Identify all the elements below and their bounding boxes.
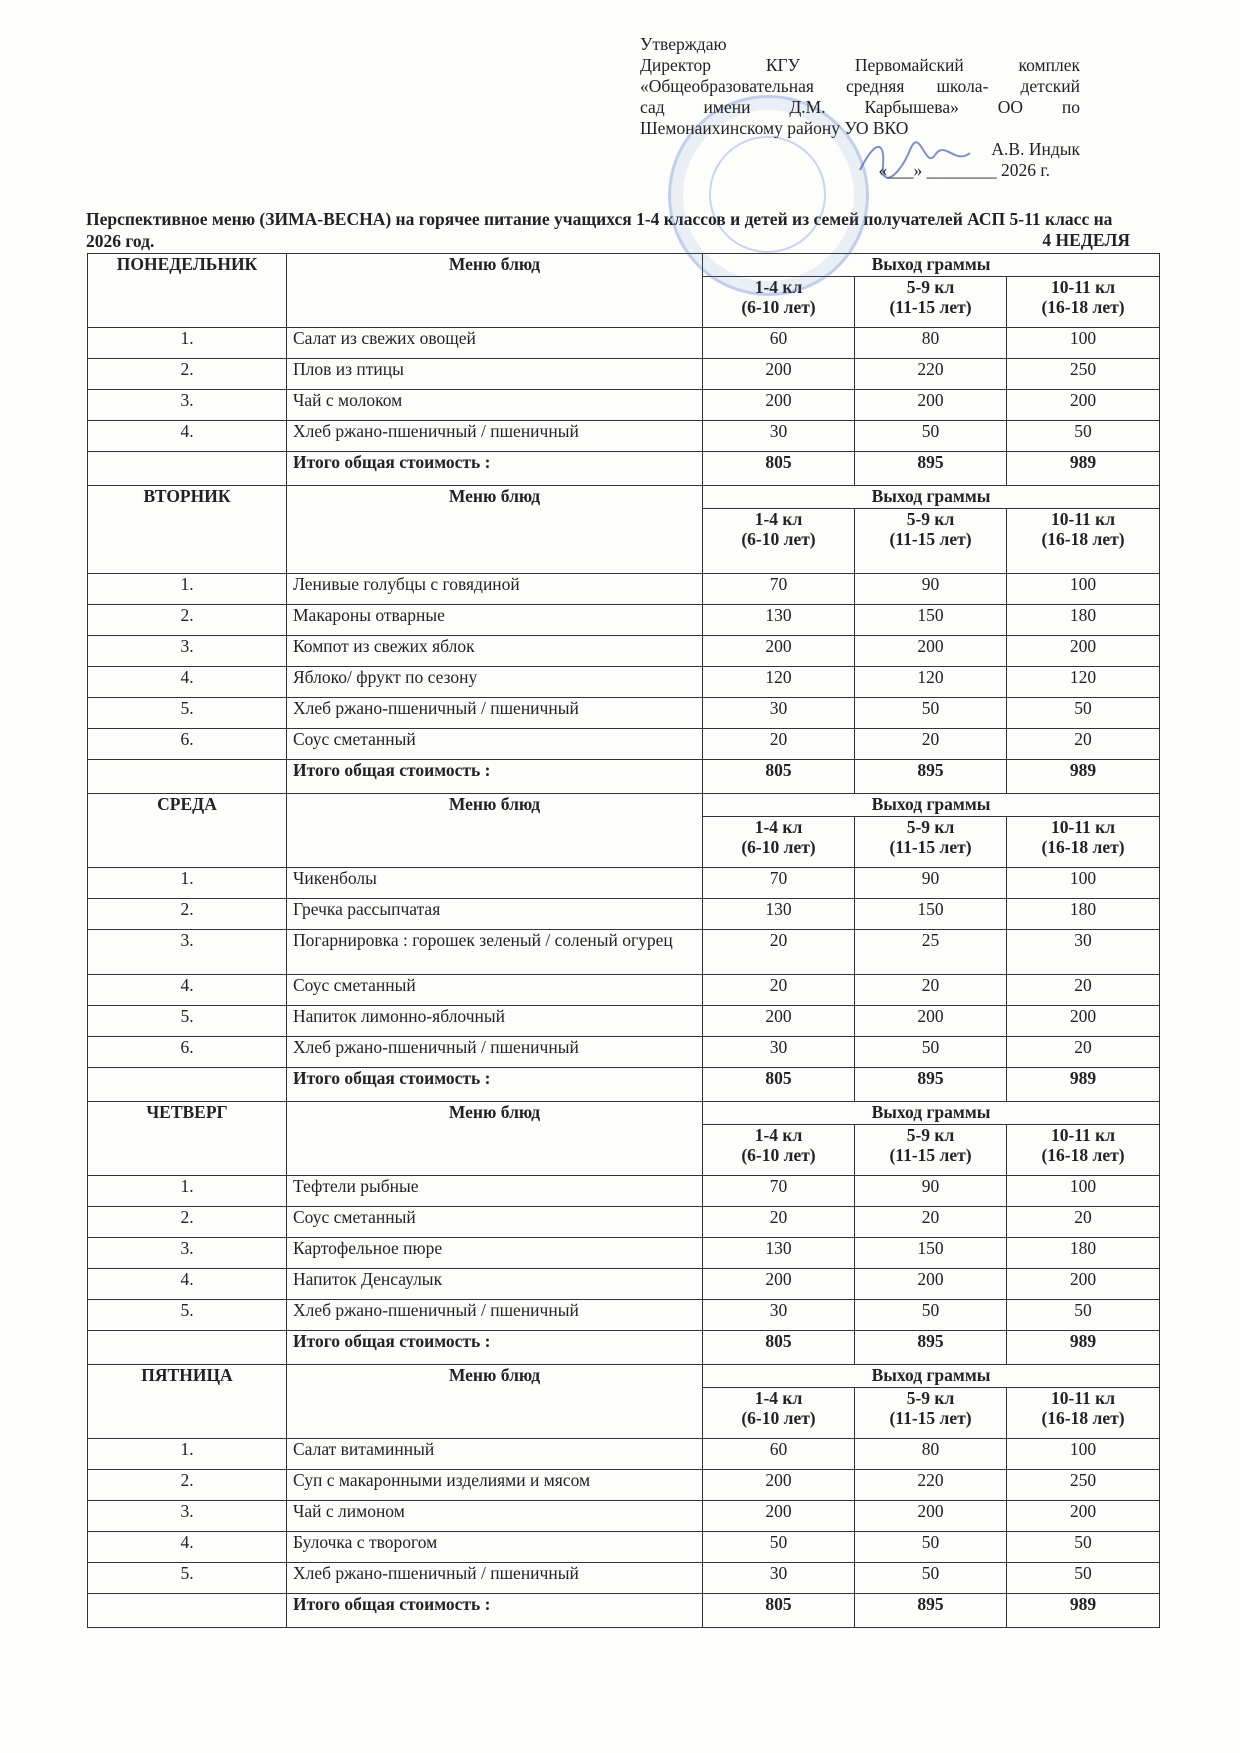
grams-1-4: 20 (703, 729, 855, 760)
dish-name: Гречка рассыпчатая (287, 899, 703, 930)
dish-name: Плов из птицы (287, 359, 703, 390)
total-blank (88, 1594, 287, 1628)
grams-10-11: 200 (1007, 1269, 1160, 1300)
grade-label: 1-4 кл (754, 1388, 803, 1408)
dish-name: Хлеб ржано-пшеничный / пшеничный (287, 1300, 703, 1331)
menu-row (88, 359, 1160, 390)
item-number: 1. (88, 1439, 287, 1470)
total-label: Итого общая стоимость : (287, 452, 703, 486)
grade-header (1007, 817, 1160, 868)
total-blank (88, 1331, 287, 1365)
menu-column-header: Меню блюд (287, 254, 703, 328)
approval-line: Утверждаю (640, 34, 727, 54)
total-5-9: 895 (855, 1331, 1007, 1365)
dish-name: Хлеб ржано-пшеничный / пшеничный (287, 1037, 703, 1068)
grams-10-11: 50 (1007, 1532, 1160, 1563)
approval-signer: А.В. Индык (991, 139, 1080, 159)
dish-name: Булочка с творогом (287, 1532, 703, 1563)
grams-1-4: 200 (703, 636, 855, 667)
menu-column-header: Меню блюд (287, 794, 703, 868)
grams-5-9: 50 (855, 1300, 1007, 1331)
item-number: 4. (88, 421, 287, 452)
grade-label: 5-9 кл (906, 509, 955, 529)
grams-5-9: 20 (855, 729, 1007, 760)
day-name: ПЯТНИЦА (88, 1365, 287, 1439)
item-number: 6. (88, 1037, 287, 1068)
grams-5-9: 50 (855, 421, 1007, 452)
grams-10-11: 50 (1007, 421, 1160, 452)
total-row (88, 1594, 1160, 1628)
grams-1-4: 20 (703, 930, 855, 975)
grams-10-11: 100 (1007, 574, 1160, 605)
grade-age: (16-18 лет) (1041, 1408, 1125, 1428)
total-row (88, 452, 1160, 486)
dish-name: Хлеб ржано-пшеничный / пшеничный (287, 421, 703, 452)
grams-1-4: 200 (703, 390, 855, 421)
approval-line: Директор КГУ Первомайский комплек (640, 55, 1080, 75)
menu-row (88, 421, 1160, 452)
item-number: 1. (88, 1176, 287, 1207)
item-number: 5. (88, 698, 287, 729)
total-row (88, 760, 1160, 794)
dish-name: Ленивые голубцы с говядиной (287, 574, 703, 605)
grade-header (703, 817, 855, 868)
grams-10-11: 50 (1007, 698, 1160, 729)
grade-age: (6-10 лет) (741, 1408, 816, 1428)
item-number: 4. (88, 1269, 287, 1300)
total-5-9: 895 (855, 1594, 1007, 1628)
item-number: 2. (88, 899, 287, 930)
menu-row (88, 1238, 1160, 1269)
menu-row (88, 574, 1160, 605)
grade-age: (11-15 лет) (889, 1145, 972, 1165)
grams-1-4: 200 (703, 359, 855, 390)
grams-10-11: 250 (1007, 359, 1160, 390)
menu-row (88, 975, 1160, 1006)
dish-name: Соус сметанный (287, 975, 703, 1006)
total-blank (88, 452, 287, 486)
grams-10-11: 180 (1007, 1238, 1160, 1269)
grams-5-9: 50 (855, 1532, 1007, 1563)
total-label: Итого общая стоимость : (287, 1331, 703, 1365)
menu-row (88, 1501, 1160, 1532)
approval-line: Шемонаихинскому району УО ВКО (640, 118, 909, 138)
grams-10-11: 200 (1007, 1006, 1160, 1037)
grams-5-9: 200 (855, 1269, 1007, 1300)
grade-label: 10-11 кл (1050, 509, 1116, 529)
menu-table (87, 253, 1160, 1628)
item-number: 1. (88, 574, 287, 605)
total-10-11: 989 (1007, 1331, 1160, 1365)
grade-label: 5-9 кл (906, 1125, 955, 1145)
output-column-header: Выход граммы (703, 794, 1160, 817)
total-1-4: 805 (703, 452, 855, 486)
grams-5-9: 200 (855, 1006, 1007, 1037)
grams-1-4: 60 (703, 328, 855, 359)
grams-1-4: 50 (703, 1532, 855, 1563)
grams-5-9: 120 (855, 667, 1007, 698)
item-number: 1. (88, 868, 287, 899)
dish-name: Напиток Денсаулык (287, 1269, 703, 1300)
grams-5-9: 150 (855, 605, 1007, 636)
menu-row (88, 1006, 1160, 1037)
dish-name: Чай с лимоном (287, 1501, 703, 1532)
grade-age: (11-15 лет) (889, 837, 972, 857)
menu-row (88, 1532, 1160, 1563)
grams-10-11: 30 (1007, 930, 1160, 975)
approval-line: «Общеобразовательная средняя школа- детский (640, 76, 1080, 96)
grade-age: (6-10 лет) (741, 1145, 816, 1165)
grade-age: (16-18 лет) (1041, 529, 1125, 549)
grade-age: (11-15 лет) (889, 297, 972, 317)
dish-name: Чикенболы (287, 868, 703, 899)
grams-5-9: 50 (855, 1563, 1007, 1594)
item-number: 4. (88, 1532, 287, 1563)
item-number: 1. (88, 328, 287, 359)
grams-1-4: 70 (703, 1176, 855, 1207)
item-number: 2. (88, 1470, 287, 1501)
grade-header (855, 509, 1007, 574)
grams-1-4: 30 (703, 421, 855, 452)
grade-label: 1-4 кл (754, 817, 803, 837)
menu-row (88, 1439, 1160, 1470)
total-blank (88, 760, 287, 794)
grams-5-9: 90 (855, 868, 1007, 899)
item-number: 2. (88, 359, 287, 390)
item-number: 3. (88, 390, 287, 421)
grams-5-9: 20 (855, 1207, 1007, 1238)
grams-5-9: 80 (855, 328, 1007, 359)
grams-10-11: 50 (1007, 1563, 1160, 1594)
grams-1-4: 30 (703, 1037, 855, 1068)
grade-label: 5-9 кл (906, 1388, 955, 1408)
item-number: 4. (88, 975, 287, 1006)
signature-mark (855, 135, 975, 185)
grams-10-11: 200 (1007, 636, 1160, 667)
grade-label: 10-11 кл (1050, 1125, 1116, 1145)
total-10-11: 989 (1007, 1594, 1160, 1628)
item-number: 5. (88, 1563, 287, 1594)
menu-row (88, 729, 1160, 760)
grams-1-4: 200 (703, 1470, 855, 1501)
grade-label: 5-9 кл (906, 277, 955, 297)
grams-1-4: 30 (703, 698, 855, 729)
grams-10-11: 20 (1007, 1037, 1160, 1068)
total-label: Итого общая стоимость : (287, 1068, 703, 1102)
grade-age: (16-18 лет) (1041, 1145, 1125, 1165)
grade-header (703, 1125, 855, 1176)
grade-header (1007, 509, 1160, 574)
dish-name: Салат витаминный (287, 1439, 703, 1470)
dish-name: Чай с молоком (287, 390, 703, 421)
grade-age: (11-15 лет) (889, 529, 972, 549)
output-column-header: Выход граммы (703, 486, 1160, 509)
grade-header (703, 509, 855, 574)
grade-label: 5-9 кл (906, 817, 955, 837)
menu-row (88, 698, 1160, 729)
day-header-row (88, 1102, 1160, 1125)
total-row (88, 1331, 1160, 1365)
menu-row (88, 868, 1160, 899)
grams-1-4: 20 (703, 1207, 855, 1238)
total-5-9: 895 (855, 452, 1007, 486)
approval-line: сад имени Д.М. Карбышева» ОО по (640, 97, 1080, 117)
grams-5-9: 25 (855, 930, 1007, 975)
total-blank (88, 1068, 287, 1102)
grams-10-11: 20 (1007, 729, 1160, 760)
item-number: 2. (88, 605, 287, 636)
grade-label: 1-4 кл (754, 509, 803, 529)
grade-label: 1-4 кл (754, 1125, 803, 1145)
grade-label: 1-4 кл (754, 277, 803, 297)
menu-row (88, 1300, 1160, 1331)
total-10-11: 989 (1007, 452, 1160, 486)
total-5-9: 895 (855, 760, 1007, 794)
dish-name: Суп с макаронными изделиями и мясом (287, 1470, 703, 1501)
menu-row (88, 390, 1160, 421)
grams-1-4: 60 (703, 1439, 855, 1470)
menu-row (88, 1470, 1160, 1501)
total-1-4: 805 (703, 1331, 855, 1365)
grams-5-9: 200 (855, 390, 1007, 421)
item-number: 3. (88, 1238, 287, 1269)
grams-10-11: 250 (1007, 1470, 1160, 1501)
item-number: 5. (88, 1006, 287, 1037)
grams-5-9: 90 (855, 574, 1007, 605)
total-1-4: 805 (703, 760, 855, 794)
total-10-11: 989 (1007, 760, 1160, 794)
grade-age: (6-10 лет) (741, 297, 816, 317)
menu-row (88, 930, 1160, 975)
grams-5-9: 20 (855, 975, 1007, 1006)
day-header-row (88, 486, 1160, 509)
grams-1-4: 30 (703, 1300, 855, 1331)
grams-5-9: 50 (855, 1037, 1007, 1068)
item-number: 6. (88, 729, 287, 760)
grams-10-11: 200 (1007, 390, 1160, 421)
dish-name: Макароны отварные (287, 605, 703, 636)
grade-header (1007, 1388, 1160, 1439)
grade-header (855, 817, 1007, 868)
item-number: 2. (88, 1207, 287, 1238)
menu-row (88, 1037, 1160, 1068)
grams-1-4: 20 (703, 975, 855, 1006)
menu-row (88, 899, 1160, 930)
grams-10-11: 180 (1007, 899, 1160, 930)
output-column-header: Выход граммы (703, 1102, 1160, 1125)
grams-1-4: 30 (703, 1563, 855, 1594)
dish-name: Яблоко/ фрукт по сезону (287, 667, 703, 698)
grade-age: (6-10 лет) (741, 529, 816, 549)
menu-row (88, 667, 1160, 698)
grams-1-4: 200 (703, 1501, 855, 1532)
dish-name: Хлеб ржано-пшеничный / пшеничный (287, 1563, 703, 1594)
day-name: ЧЕТВЕРГ (88, 1102, 287, 1176)
grade-label: 10-11 кл (1050, 277, 1116, 297)
grams-10-11: 180 (1007, 605, 1160, 636)
grams-5-9: 150 (855, 1238, 1007, 1269)
menu-column-header: Меню блюд (287, 486, 703, 574)
grams-10-11: 100 (1007, 1176, 1160, 1207)
grams-1-4: 70 (703, 868, 855, 899)
menu-row (88, 605, 1160, 636)
dish-name: Салат из свежих овощей (287, 328, 703, 359)
grade-age: (6-10 лет) (741, 837, 816, 857)
output-column-header: Выход граммы (703, 1365, 1160, 1388)
dish-name: Тефтели рыбные (287, 1176, 703, 1207)
grams-10-11: 100 (1007, 328, 1160, 359)
day-name: ПОНЕДЕЛЬНИК (88, 254, 287, 328)
item-number: 4. (88, 667, 287, 698)
menu-row (88, 1207, 1160, 1238)
grams-10-11: 50 (1007, 1300, 1160, 1331)
day-header-row (88, 794, 1160, 817)
grade-label: 10-11 кл (1050, 1388, 1116, 1408)
grams-5-9: 200 (855, 636, 1007, 667)
grams-1-4: 70 (703, 574, 855, 605)
grade-age: (16-18 лет) (1041, 837, 1125, 857)
day-header-row (88, 254, 1160, 277)
total-1-4: 805 (703, 1594, 855, 1628)
dish-name: Хлеб ржано-пшеничный / пшеничный (287, 698, 703, 729)
output-column-header: Выход граммы (703, 254, 1160, 277)
dish-name: Компот из свежих яблок (287, 636, 703, 667)
total-1-4: 805 (703, 1068, 855, 1102)
grams-1-4: 200 (703, 1269, 855, 1300)
menu-row (88, 1176, 1160, 1207)
menu-column-header: Меню блюд (287, 1102, 703, 1176)
document-title: Перспективное меню (ЗИМА-ВЕСНА) на горячее питание учащихся 1-4 классов и детей из семей получателей АСП 5-11 класс на 2026 год. (86, 209, 1113, 251)
menu-column-header: Меню блюд (287, 1365, 703, 1439)
item-number: 5. (88, 1300, 287, 1331)
grams-5-9: 220 (855, 359, 1007, 390)
grade-header (855, 277, 1007, 328)
menu-row (88, 328, 1160, 359)
total-label: Итого общая стоимость : (287, 760, 703, 794)
total-row (88, 1068, 1160, 1102)
grade-header (1007, 1125, 1160, 1176)
grade-header (855, 1388, 1007, 1439)
total-5-9: 895 (855, 1068, 1007, 1102)
grams-1-4: 200 (703, 1006, 855, 1037)
grams-10-11: 120 (1007, 667, 1160, 698)
menu-row (88, 636, 1160, 667)
grade-age: (16-18 лет) (1041, 297, 1125, 317)
grams-10-11: 100 (1007, 1439, 1160, 1470)
grams-10-11: 200 (1007, 1501, 1160, 1532)
item-number: 3. (88, 1501, 287, 1532)
grade-label: 10-11 кл (1050, 817, 1116, 837)
total-10-11: 989 (1007, 1068, 1160, 1102)
grade-header (1007, 277, 1160, 328)
grams-5-9: 50 (855, 698, 1007, 729)
grade-age: (11-15 лет) (889, 1408, 972, 1428)
grams-10-11: 100 (1007, 868, 1160, 899)
menu-row (88, 1563, 1160, 1594)
item-number: 3. (88, 636, 287, 667)
grams-1-4: 130 (703, 899, 855, 930)
grams-5-9: 80 (855, 1439, 1007, 1470)
grams-1-4: 130 (703, 1238, 855, 1269)
dish-name: Соус сметанный (287, 729, 703, 760)
grams-5-9: 220 (855, 1470, 1007, 1501)
day-name: СРЕДА (88, 794, 287, 868)
dish-name: Картофельное пюре (287, 1238, 703, 1269)
approval-date: «___» ________ 2026 г. (878, 160, 1050, 180)
dish-name: Напиток лимонно-яблочный (287, 1006, 703, 1037)
grams-10-11: 20 (1007, 975, 1160, 1006)
dish-name: Погарнировка : горошек зеленый / соленый огурец (287, 930, 703, 975)
total-label: Итого общая стоимость : (287, 1594, 703, 1628)
grams-5-9: 200 (855, 1501, 1007, 1532)
week-label: 4 НЕДЕЛЯ (1042, 230, 1130, 250)
grams-1-4: 130 (703, 605, 855, 636)
grams-1-4: 120 (703, 667, 855, 698)
day-header-row (88, 1365, 1160, 1388)
grams-5-9: 150 (855, 899, 1007, 930)
item-number: 3. (88, 930, 287, 975)
grade-header (703, 1388, 855, 1439)
dish-name: Соус сметанный (287, 1207, 703, 1238)
day-name: ВТОРНИК (88, 486, 287, 574)
grade-header (855, 1125, 1007, 1176)
menu-row (88, 1269, 1160, 1300)
grams-5-9: 90 (855, 1176, 1007, 1207)
grams-10-11: 20 (1007, 1207, 1160, 1238)
